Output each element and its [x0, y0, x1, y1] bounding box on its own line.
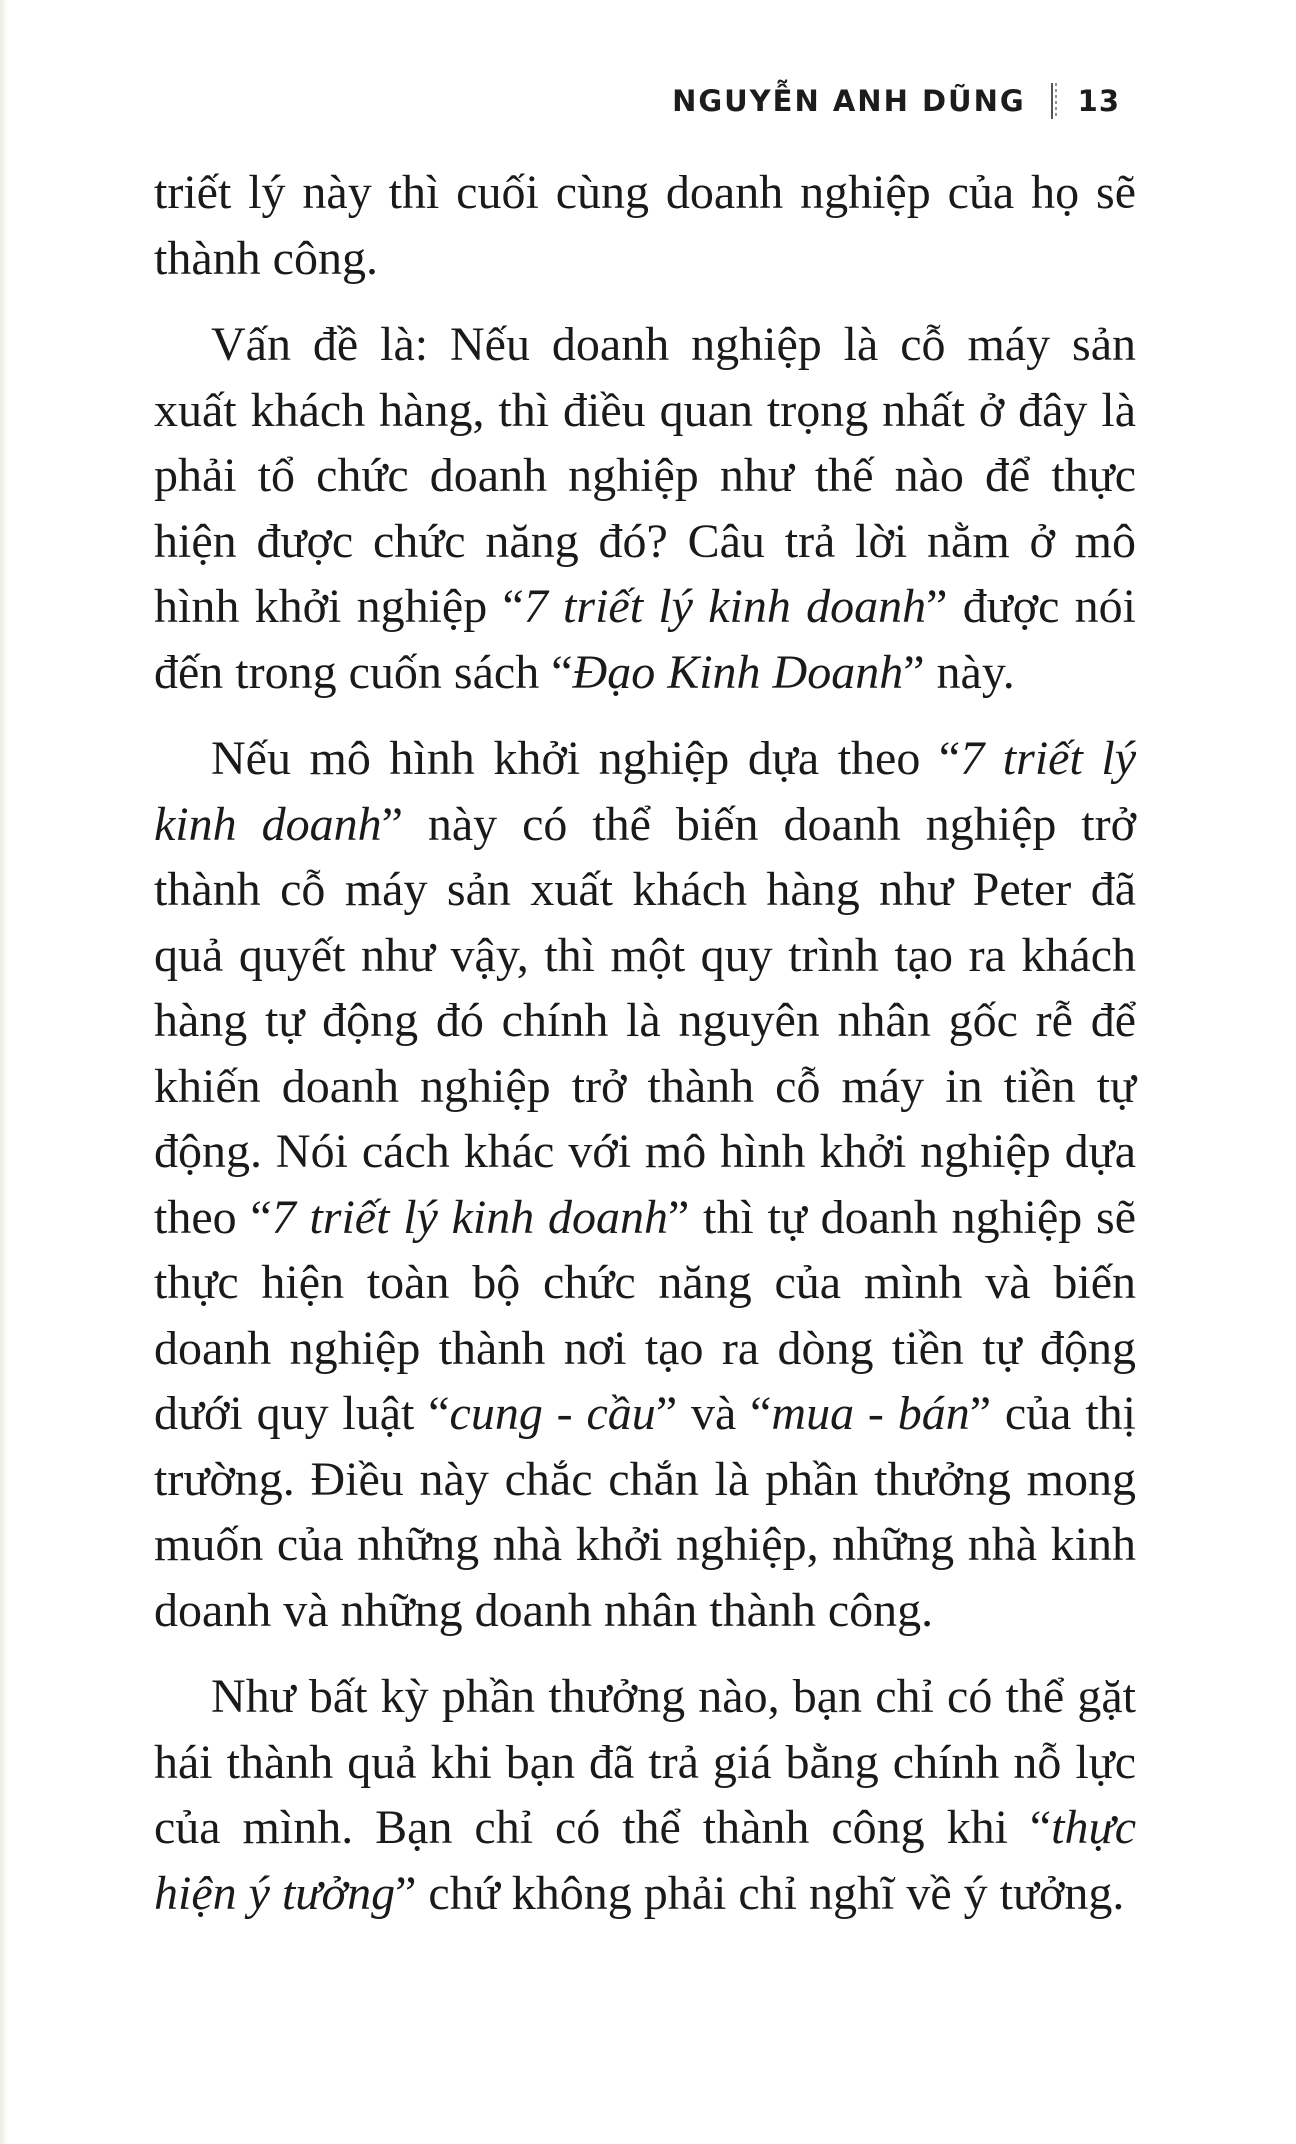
text-segment: Nếu mô hình khởi nghiệp dựa theo “ [211, 732, 961, 785]
page-edge [0, 0, 8, 2144]
italic-phrase: 7 triết lý kinh doanh [271, 1190, 668, 1244]
text-segment: Vấn đề là: Nếu doanh nghiệp là cỗ máy sản xuất khách hàng, thì điều quan trọng nhất ở đây là phải tổ chức doanh nghiệp như thế nào để thực hiện được chức năng đó? Câu trả lời nằm ở mô hình khởi nghiệp “ [154, 318, 1136, 633]
body-text [154, 160, 1136, 1947]
italic-phrase: 7 triết lý kinh doanh [523, 580, 927, 633]
italic-phrase: cung - cầu [449, 1387, 656, 1440]
italic-book-title: Đạo Kinh Doanh [572, 645, 904, 699]
text-segment: Như bất kỳ phần thưởng nào, bạn chỉ có thể gặt hái thành quả khi bạn đã trả giá bằng chính nỗ lực của mình. Bạn chỉ có thể thành công khi “ [154, 1670, 1136, 1854]
header-divider-ornament [1046, 81, 1062, 121]
paragraph-2 [154, 312, 1136, 705]
italic-phrase: thực hiện ý tưởng [154, 1801, 1136, 1920]
text-segment: ” và “ [655, 1387, 772, 1440]
author-name: NGUYỄN ANH DŨNG [672, 84, 1026, 118]
text-segment: ” thì tự doanh nghiệp sẽ thực hiện toàn bộ chức năng của mình và biến doanh nghiệp thành nơi tạo ra dòng tiền tự động dưới quy luật “ [154, 1190, 1136, 1440]
text-segment: ” này có thể biến doanh nghiệp trở thành cỗ máy sản xuất khách hàng như Peter đã quả quyết như vậy, thì một quy trình tạo ra khách hàng tự động đó chính là nguyên nhân gốc rễ để khiến doanh nghiệp trở thành cỗ máy in tiền tự động. Nói cách khác với mô hình khởi nghiệp dựa theo “ [154, 797, 1137, 1244]
paragraph-1 [154, 160, 1136, 291]
paragraph-4 [154, 1664, 1136, 1926]
text-segment: ” này. [903, 645, 1015, 699]
italic-phrase: mua - bán [771, 1387, 970, 1440]
text-segment: ” chứ không phải chỉ nghĩ về ý tưởng. [395, 1866, 1125, 1920]
text-segment: ” được nói đến trong cuốn sách “ [154, 580, 1137, 699]
text-segment: ” của thị trường. Điều này chắc chắn là phần thưởng mong muốn của những nhà khởi nghiệp, những nhà kinh doanh và những doanh nhân thành công. [154, 1387, 1136, 1637]
page-number: 13 [1077, 84, 1120, 118]
text-segment: triết lý này thì cuối cùng doanh nghiệp của họ sẽ thành công. [154, 166, 1136, 285]
paragraph-3 [154, 726, 1136, 1643]
running-header [600, 78, 1120, 124]
italic-phrase: 7 triết lý kinh doanh [154, 732, 1136, 851]
